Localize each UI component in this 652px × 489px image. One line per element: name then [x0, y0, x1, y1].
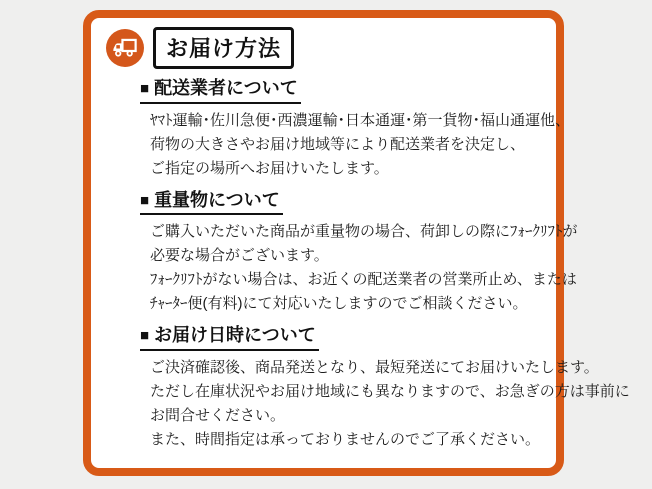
truck-icon	[106, 29, 144, 67]
section-delivery-datetime	[140, 325, 630, 452]
section-delivery-datetime-body	[150, 356, 630, 452]
square-bullet-icon: ■	[140, 80, 150, 97]
section-heading-text: 配送業者について	[154, 78, 298, 98]
section-heavy-items-heading	[140, 190, 283, 216]
section-delivery-datetime-heading	[140, 325, 319, 351]
section-heavy-items-body	[150, 220, 578, 316]
square-bullet-icon: ■	[140, 191, 150, 209]
body-line: 必要な場合がございます。	[150, 247, 329, 265]
body-line: ご決済確認後、商品発送となり、最短発送にてお届けいたします。	[150, 358, 599, 376]
panel-title-box	[153, 27, 294, 69]
section-heavy-items	[140, 189, 578, 317]
body-line: ただし在庫状況やお届け地域にも異なりますので、お急ぎの方は事前に	[150, 382, 630, 400]
body-line: 荷物の大きさやお届け地域等により配送業者を決定し、	[150, 135, 526, 153]
body-line: また、時間指定は承っておりませんのでご了承ください。	[150, 430, 541, 448]
square-bullet-icon: ■	[140, 327, 150, 345]
body-line: ﾔﾏﾄ運輸･佐川急便･西濃運輸･日本通運･第一貨物･福山通運他、	[150, 111, 571, 129]
section-carriers	[140, 78, 571, 181]
panel-title: お届け方法	[166, 36, 282, 61]
section-heading-text: お届け日時について	[154, 325, 316, 346]
body-line: ご購入いただいた商品が重量物の場合、荷卸しの際にﾌｫｰｸﾘﾌﾄが	[150, 223, 578, 241]
body-line: ﾁｬｰﾀｰ便(有料)にて対応いたしますのでご相談ください。	[150, 295, 528, 313]
body-line: お問合せください。	[150, 406, 286, 424]
section-heading-text: 重量物について	[154, 189, 280, 210]
section-carriers-heading	[140, 78, 301, 104]
delivery-info-panel	[83, 10, 630, 476]
body-line: ﾌｫｰｸﾘﾌﾄがない場合は、お近くの配送業者の営業所止め、または	[150, 271, 577, 289]
body-line: ご指定の場所へお届けいたします。	[150, 159, 389, 177]
panel-header	[106, 27, 544, 69]
section-carriers-body	[150, 109, 571, 181]
panel-inner	[91, 18, 630, 452]
